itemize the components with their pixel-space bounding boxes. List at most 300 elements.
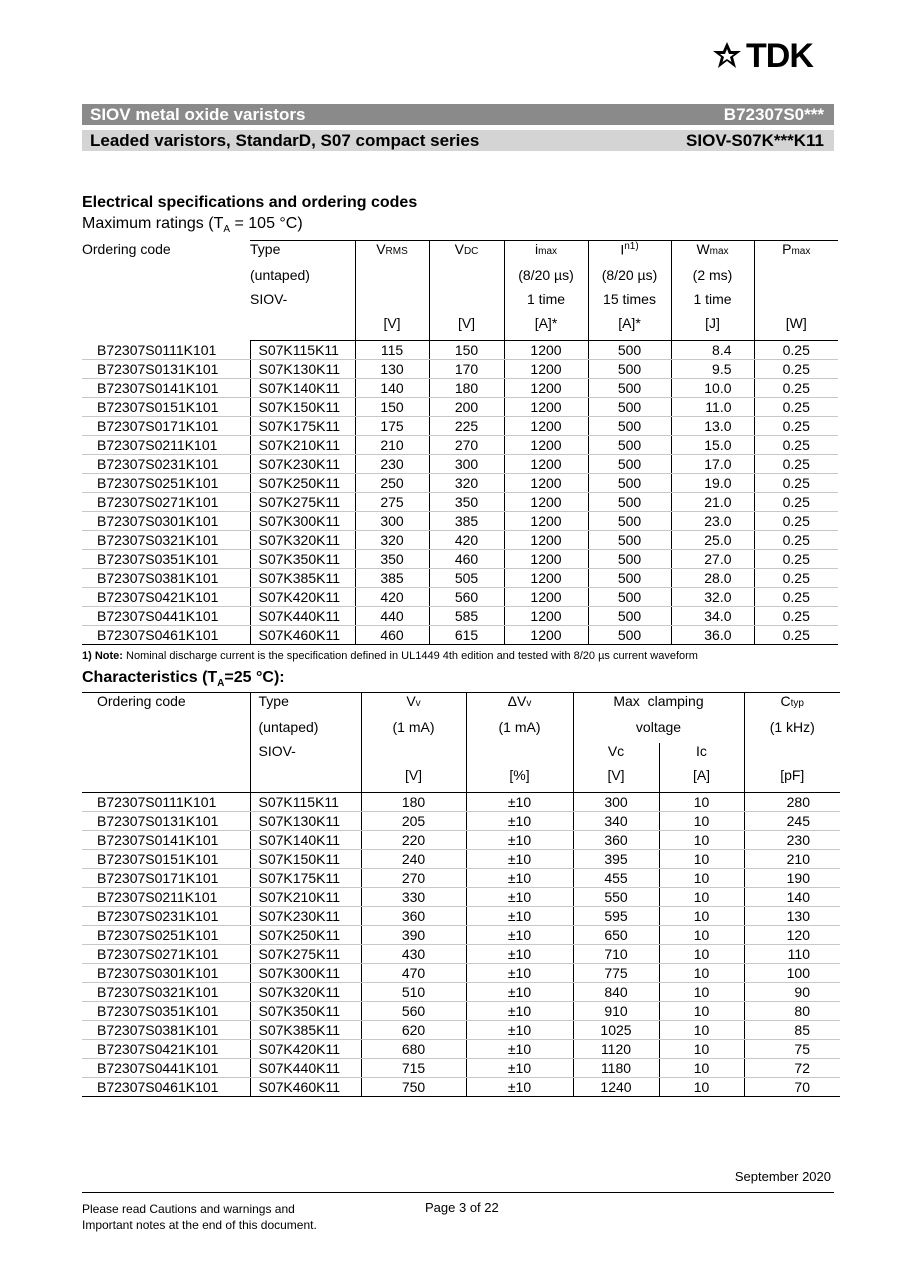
table-cell: ±10 bbox=[466, 793, 573, 812]
table-cell: B72307S0151K101 bbox=[82, 850, 250, 869]
table-cell: ±10 bbox=[466, 1078, 573, 1097]
table-cell: B72307S0131K101 bbox=[82, 360, 250, 379]
header-pmax: Pmax bbox=[754, 241, 838, 267]
table-cell: 10 bbox=[659, 1059, 744, 1078]
table-cell: 250 bbox=[355, 474, 429, 493]
table-cell: 460 bbox=[429, 550, 504, 569]
header-imax: [A]* bbox=[504, 315, 588, 341]
header-dvv-subscript: v bbox=[526, 698, 532, 709]
table-cell: 300 bbox=[429, 455, 504, 474]
header-vrms bbox=[355, 291, 429, 315]
table-cell: 420 bbox=[355, 588, 429, 607]
table-cell: 460 bbox=[355, 626, 429, 645]
table-cell: 500 bbox=[588, 341, 671, 360]
table-cell: 110 bbox=[744, 945, 840, 964]
table-cell: 225 bbox=[429, 417, 504, 436]
table-cell: B72307S0251K101 bbox=[82, 926, 250, 945]
table-cell: 0.25 bbox=[754, 493, 838, 512]
table-cell: 710 bbox=[573, 945, 659, 964]
table-cell: 150 bbox=[355, 398, 429, 417]
table-row bbox=[82, 812, 840, 831]
header-pmax bbox=[754, 291, 838, 315]
table-cell: 390 bbox=[361, 926, 466, 945]
table-cell: 585 bbox=[429, 607, 504, 626]
table-cell: 180 bbox=[429, 379, 504, 398]
table-cell: S07K150K11 bbox=[250, 850, 361, 869]
characteristics-header-row bbox=[82, 719, 840, 743]
header-code bbox=[82, 267, 250, 291]
table-cell: S07K440K11 bbox=[250, 1059, 361, 1078]
table-cell: 1200 bbox=[504, 512, 588, 531]
table-cell: 10.0 bbox=[671, 379, 754, 398]
table-cell: 10 bbox=[659, 1021, 744, 1040]
table-cell: 340 bbox=[573, 812, 659, 831]
header-ic: [A] bbox=[659, 767, 744, 793]
header-imax: 1 time bbox=[504, 291, 588, 315]
table-cell: 620 bbox=[361, 1021, 466, 1040]
table-cell: 21.0 bbox=[671, 493, 754, 512]
table-cell: S07K230K11 bbox=[250, 455, 355, 474]
table-cell: 8.4 bbox=[671, 341, 754, 360]
table-cell: ±10 bbox=[466, 1059, 573, 1078]
table-cell: 840 bbox=[573, 983, 659, 1002]
table-cell: ±10 bbox=[466, 907, 573, 926]
table-cell: 350 bbox=[355, 550, 429, 569]
part-number: B72307S0*** bbox=[723, 104, 824, 124]
table-row bbox=[82, 341, 838, 360]
table-cell: 420 bbox=[429, 531, 504, 550]
header-in: $I^{n1)}$ bbox=[588, 241, 671, 267]
table-cell: 17.0 bbox=[671, 455, 754, 474]
table-cell: 28.0 bbox=[671, 569, 754, 588]
header-pmax-subscript: max bbox=[791, 246, 811, 257]
header-vdc bbox=[429, 267, 504, 291]
header-code bbox=[82, 719, 250, 743]
table-cell: 15.0 bbox=[671, 436, 754, 455]
section1-title: Electrical specifications and ordering codes bbox=[82, 194, 418, 211]
table-cell: 910 bbox=[573, 1002, 659, 1021]
table-cell: 13.0 bbox=[671, 417, 754, 436]
table-cell: B72307S0231K101 bbox=[82, 455, 250, 474]
table-cell: S07K250K11 bbox=[250, 926, 361, 945]
table-cell: 0.25 bbox=[754, 379, 838, 398]
table-cell: ±10 bbox=[466, 869, 573, 888]
issue-date: September 2020 bbox=[734, 1169, 831, 1184]
max-ratings-header-row bbox=[82, 267, 838, 291]
table-cell: 0.25 bbox=[754, 550, 838, 569]
table-cell: 1200 bbox=[504, 474, 588, 493]
table-cell: S07K175K11 bbox=[250, 869, 361, 888]
header-code bbox=[82, 767, 250, 793]
table-row bbox=[82, 455, 838, 474]
series-code: SIOV-S07K***K11 bbox=[686, 130, 824, 150]
max-ratings-header-row bbox=[82, 291, 838, 315]
table-cell: 170 bbox=[429, 360, 504, 379]
table-row bbox=[82, 398, 838, 417]
table-cell: B72307S0321K101 bbox=[82, 983, 250, 1002]
table-cell: 220 bbox=[361, 831, 466, 850]
table-cell: B72307S0461K101 bbox=[82, 626, 250, 645]
table-row bbox=[82, 793, 840, 812]
table-cell: 210 bbox=[744, 850, 840, 869]
table-cell: 500 bbox=[588, 607, 671, 626]
table-cell: 500 bbox=[588, 512, 671, 531]
table-cell: B72307S0151K101 bbox=[82, 398, 250, 417]
table-cell: 10 bbox=[659, 926, 744, 945]
table-cell: 0.25 bbox=[754, 436, 838, 455]
table-cell: S07K350K11 bbox=[250, 1002, 361, 1021]
table-cell: S07K175K11 bbox=[250, 417, 355, 436]
table-cell: S07K275K11 bbox=[250, 945, 361, 964]
table-cell: S07K150K11 bbox=[250, 398, 355, 417]
table-cell: S07K115K11 bbox=[250, 341, 355, 360]
table-cell: 230 bbox=[744, 831, 840, 850]
table-cell: 190 bbox=[744, 869, 840, 888]
footnote bbox=[82, 650, 698, 662]
table-cell: 650 bbox=[573, 926, 659, 945]
table-cell: B72307S0381K101 bbox=[82, 1021, 250, 1040]
table-cell: 280 bbox=[744, 793, 840, 812]
table-cell: 470 bbox=[361, 964, 466, 983]
table-cell: 680 bbox=[361, 1040, 466, 1059]
header-in-subscript: n1) bbox=[624, 241, 639, 252]
table-cell: 80 bbox=[744, 1002, 840, 1021]
table-cell: 360 bbox=[573, 831, 659, 850]
table-row bbox=[82, 512, 838, 531]
table-row bbox=[82, 945, 840, 964]
table-row bbox=[82, 926, 840, 945]
table-cell: 1200 bbox=[504, 550, 588, 569]
table-cell: 500 bbox=[588, 588, 671, 607]
table-cell: 70 bbox=[744, 1078, 840, 1097]
table-row bbox=[82, 550, 838, 569]
header-vdc: [V] bbox=[429, 315, 504, 341]
table-cell: 10 bbox=[659, 1040, 744, 1059]
header-type: (untaped) bbox=[250, 719, 361, 743]
header-clamp: Max clamping bbox=[573, 693, 744, 719]
table-row bbox=[82, 907, 840, 926]
table-cell: 130 bbox=[355, 360, 429, 379]
table-row bbox=[82, 983, 840, 1002]
table-cell: 200 bbox=[429, 398, 504, 417]
table-cell: S07K210K11 bbox=[250, 888, 361, 907]
table-cell: 455 bbox=[573, 869, 659, 888]
table-cell: B72307S0441K101 bbox=[82, 1059, 250, 1078]
max-ratings-header bbox=[82, 241, 838, 341]
header-ctyp: Ctyp bbox=[744, 693, 840, 719]
table-cell: B72307S0231K101 bbox=[82, 907, 250, 926]
characteristics-table bbox=[82, 692, 840, 1097]
table-cell: B72307S0421K101 bbox=[82, 588, 250, 607]
table-cell: 395 bbox=[573, 850, 659, 869]
table-cell: 36.0 bbox=[671, 626, 754, 645]
table-cell: B72307S0211K101 bbox=[82, 888, 250, 907]
table-row bbox=[82, 626, 838, 645]
table-cell: 19.0 bbox=[671, 474, 754, 493]
header-ctyp bbox=[744, 743, 840, 767]
table-row bbox=[82, 869, 840, 888]
table-cell: 150 bbox=[429, 341, 504, 360]
table-cell: 0.25 bbox=[754, 360, 838, 379]
table-cell: ±10 bbox=[466, 945, 573, 964]
table-cell: S07K320K11 bbox=[250, 983, 361, 1002]
header-type bbox=[250, 315, 355, 341]
table-cell: 240 bbox=[361, 850, 466, 869]
table-cell: 300 bbox=[355, 512, 429, 531]
header-bar-2 bbox=[82, 130, 834, 151]
table-cell: S07K300K11 bbox=[250, 964, 361, 983]
table-cell: 85 bbox=[744, 1021, 840, 1040]
table-cell: 175 bbox=[355, 417, 429, 436]
table-cell: 595 bbox=[573, 907, 659, 926]
table-row bbox=[82, 888, 840, 907]
table-cell: 180 bbox=[361, 793, 466, 812]
table-cell: 10 bbox=[659, 1078, 744, 1097]
max-ratings-body bbox=[82, 341, 838, 645]
header-code: Ordering code bbox=[82, 693, 250, 719]
table-row bbox=[82, 379, 838, 398]
table-cell: 245 bbox=[744, 812, 840, 831]
footnote-label: 1) Note: bbox=[82, 650, 123, 662]
table-cell: 750 bbox=[361, 1078, 466, 1097]
table-cell: 90 bbox=[744, 983, 840, 1002]
header-vc: Vc bbox=[573, 743, 659, 767]
section1-subtitle: Maximum ratings ($T_A = 105$ °C) bbox=[82, 215, 303, 236]
table-cell: S07K350K11 bbox=[250, 550, 355, 569]
table-cell: 1025 bbox=[573, 1021, 659, 1040]
table-cell: 560 bbox=[361, 1002, 466, 1021]
table-cell: 715 bbox=[361, 1059, 466, 1078]
table-row bbox=[82, 1059, 840, 1078]
table-cell: 205 bbox=[361, 812, 466, 831]
table-cell: B72307S0111K101 bbox=[82, 793, 250, 812]
table-cell: ±10 bbox=[466, 1040, 573, 1059]
header-wmax: (2 ms) bbox=[671, 267, 754, 291]
table-cell: S07K275K11 bbox=[250, 493, 355, 512]
table-cell: 115 bbox=[355, 341, 429, 360]
table-cell: S07K230K11 bbox=[250, 907, 361, 926]
table-cell: 0.25 bbox=[754, 474, 838, 493]
table-row bbox=[82, 1078, 840, 1097]
table-cell: B72307S0171K101 bbox=[82, 417, 250, 436]
table-cell: 140 bbox=[355, 379, 429, 398]
table-cell: B72307S0271K101 bbox=[82, 945, 250, 964]
table-cell: ±10 bbox=[466, 983, 573, 1002]
header-type bbox=[250, 767, 361, 793]
section2-title: Characteristics ($T_A=25$ °C): bbox=[82, 669, 285, 690]
table-cell: S07K440K11 bbox=[250, 607, 355, 626]
header-bar-1 bbox=[82, 104, 834, 125]
table-cell: S07K420K11 bbox=[250, 1040, 361, 1059]
table-cell: S07K115K11 bbox=[250, 793, 361, 812]
table-cell: 1200 bbox=[504, 417, 588, 436]
table-cell: S07K140K11 bbox=[250, 831, 361, 850]
table-row bbox=[82, 588, 838, 607]
table-cell: 75 bbox=[744, 1040, 840, 1059]
table-row bbox=[82, 569, 838, 588]
header-code bbox=[82, 743, 250, 767]
table-cell: ±10 bbox=[466, 812, 573, 831]
brand-name: TDK bbox=[746, 37, 813, 75]
table-cell: 27.0 bbox=[671, 550, 754, 569]
caution-line-2: Important notes at the end of this document. bbox=[82, 1218, 317, 1232]
table-cell: 10 bbox=[659, 831, 744, 850]
table-cell: 1200 bbox=[504, 398, 588, 417]
table-cell: 0.25 bbox=[754, 398, 838, 417]
table-cell: 385 bbox=[355, 569, 429, 588]
table-cell: 1200 bbox=[504, 531, 588, 550]
table-cell: 510 bbox=[361, 983, 466, 1002]
table-cell: S07K140K11 bbox=[250, 379, 355, 398]
table-cell: 500 bbox=[588, 360, 671, 379]
table-row bbox=[82, 1040, 840, 1059]
table-cell: 320 bbox=[429, 474, 504, 493]
table-row bbox=[82, 850, 840, 869]
table-cell: 270 bbox=[361, 869, 466, 888]
table-cell: 1240 bbox=[573, 1078, 659, 1097]
characteristics-header-row bbox=[82, 743, 840, 767]
table-cell: 0.25 bbox=[754, 512, 838, 531]
table-cell: 500 bbox=[588, 436, 671, 455]
table-cell: 0.25 bbox=[754, 588, 838, 607]
header-clamp: voltage bbox=[573, 719, 744, 743]
header-ctyp-subscript: typ bbox=[790, 698, 804, 709]
table-cell: 10 bbox=[659, 983, 744, 1002]
header-in: 15 times bbox=[588, 291, 671, 315]
table-cell: 10 bbox=[659, 945, 744, 964]
table-cell: 440 bbox=[355, 607, 429, 626]
table-cell: B72307S0381K101 bbox=[82, 569, 250, 588]
header-type: Type bbox=[250, 241, 355, 267]
header-vrms: VRMS bbox=[355, 241, 429, 267]
characteristics-header-row bbox=[82, 693, 840, 719]
table-cell: S07K130K11 bbox=[250, 812, 361, 831]
table-cell: 100 bbox=[744, 964, 840, 983]
table-cell: 500 bbox=[588, 493, 671, 512]
series-title: SIOV metal oxide varistors bbox=[90, 104, 306, 124]
table-cell: 1200 bbox=[504, 588, 588, 607]
table-row bbox=[82, 831, 840, 850]
page-number: Page 3 of 22 bbox=[425, 1200, 499, 1215]
header-dvv bbox=[466, 743, 573, 767]
table-cell: B72307S0301K101 bbox=[82, 512, 250, 531]
table-cell: 615 bbox=[429, 626, 504, 645]
table-cell: 23.0 bbox=[671, 512, 754, 531]
header-code bbox=[82, 291, 250, 315]
table-cell: 500 bbox=[588, 417, 671, 436]
table-cell: S07K385K11 bbox=[250, 1021, 361, 1040]
table-cell: 0.25 bbox=[754, 607, 838, 626]
table-cell: S07K320K11 bbox=[250, 531, 355, 550]
table-cell: 560 bbox=[429, 588, 504, 607]
table-cell: 140 bbox=[744, 888, 840, 907]
table-row bbox=[82, 607, 838, 626]
footer-divider bbox=[82, 1192, 834, 1193]
table-cell: 0.25 bbox=[754, 626, 838, 645]
header-imax-subscript: max bbox=[538, 246, 558, 257]
header-dvv: [%] bbox=[466, 767, 573, 793]
table-cell: 11.0 bbox=[671, 398, 754, 417]
table-cell: B72307S0351K101 bbox=[82, 1002, 250, 1021]
table-cell: 1180 bbox=[573, 1059, 659, 1078]
table-cell: 10 bbox=[659, 964, 744, 983]
tdk-logo bbox=[712, 37, 836, 75]
header-vrms: [V] bbox=[355, 315, 429, 341]
header-type: Type bbox=[250, 693, 361, 719]
max-ratings-header-row bbox=[82, 241, 838, 267]
header-vc: [V] bbox=[573, 767, 659, 793]
header-vv: (1 mA) bbox=[361, 719, 466, 743]
table-cell: 10 bbox=[659, 888, 744, 907]
table-cell: ±10 bbox=[466, 831, 573, 850]
table-cell: 0.25 bbox=[754, 569, 838, 588]
table-cell: 0.25 bbox=[754, 417, 838, 436]
table-cell: 500 bbox=[588, 569, 671, 588]
table-cell: 1200 bbox=[504, 379, 588, 398]
header-type: (untaped) bbox=[250, 266, 310, 283]
table-cell: 10 bbox=[659, 850, 744, 869]
header-ctyp: [pF] bbox=[744, 767, 840, 793]
table-cell: 10 bbox=[659, 812, 744, 831]
table-cell: 500 bbox=[588, 474, 671, 493]
table-row bbox=[82, 964, 840, 983]
table-cell: B72307S0321K101 bbox=[82, 531, 250, 550]
table-cell: 230 bbox=[355, 455, 429, 474]
header-code: Ordering code bbox=[82, 240, 171, 257]
table-row bbox=[82, 360, 838, 379]
table-cell: B72307S0461K101 bbox=[82, 1078, 250, 1097]
header-wmax: 1 time bbox=[671, 291, 754, 315]
header-vrms-subscript: RMS bbox=[385, 246, 408, 257]
table-cell: ±10 bbox=[466, 850, 573, 869]
characteristics-header bbox=[82, 693, 840, 793]
table-cell: 1200 bbox=[504, 341, 588, 360]
header-vv-subscript: v bbox=[415, 698, 421, 709]
table-row bbox=[82, 436, 838, 455]
header-imax: (8/20 µs) bbox=[504, 267, 588, 291]
table-cell: 120 bbox=[744, 926, 840, 945]
table-cell: ±10 bbox=[466, 964, 573, 983]
table-cell: S07K385K11 bbox=[250, 569, 355, 588]
table-cell: 32.0 bbox=[671, 588, 754, 607]
table-cell: 34.0 bbox=[671, 607, 754, 626]
table-cell: B72307S0171K101 bbox=[82, 869, 250, 888]
table-cell: 550 bbox=[573, 888, 659, 907]
table-cell: 10 bbox=[659, 907, 744, 926]
header-vdc-subscript: DC bbox=[463, 246, 479, 257]
table-cell: B72307S0111K101 bbox=[82, 341, 250, 360]
header-in: [A]* bbox=[588, 315, 671, 341]
header-pmax: [W] bbox=[754, 315, 838, 341]
header-ic: Ic bbox=[659, 743, 744, 767]
table-cell: B72307S0421K101 bbox=[82, 1040, 250, 1059]
table-row bbox=[82, 493, 838, 512]
table-cell: ±10 bbox=[466, 926, 573, 945]
table-cell: S07K210K11 bbox=[250, 436, 355, 455]
table-row bbox=[82, 474, 838, 493]
table-cell: 210 bbox=[355, 436, 429, 455]
table-cell: 10 bbox=[659, 793, 744, 812]
max-ratings-header-row bbox=[82, 315, 838, 341]
table-cell: 430 bbox=[361, 945, 466, 964]
header-vdc: VDC bbox=[429, 241, 504, 267]
footnote-text: Nominal discharge current is the specification defined in UL1449 4th edition and tested with 8/20 µs current waveform bbox=[126, 650, 698, 662]
table-cell: 1200 bbox=[504, 607, 588, 626]
table-cell: 500 bbox=[588, 531, 671, 550]
header-in: (8/20 µs) bbox=[588, 267, 671, 291]
table-cell: 1200 bbox=[504, 493, 588, 512]
table-cell: 1120 bbox=[573, 1040, 659, 1059]
